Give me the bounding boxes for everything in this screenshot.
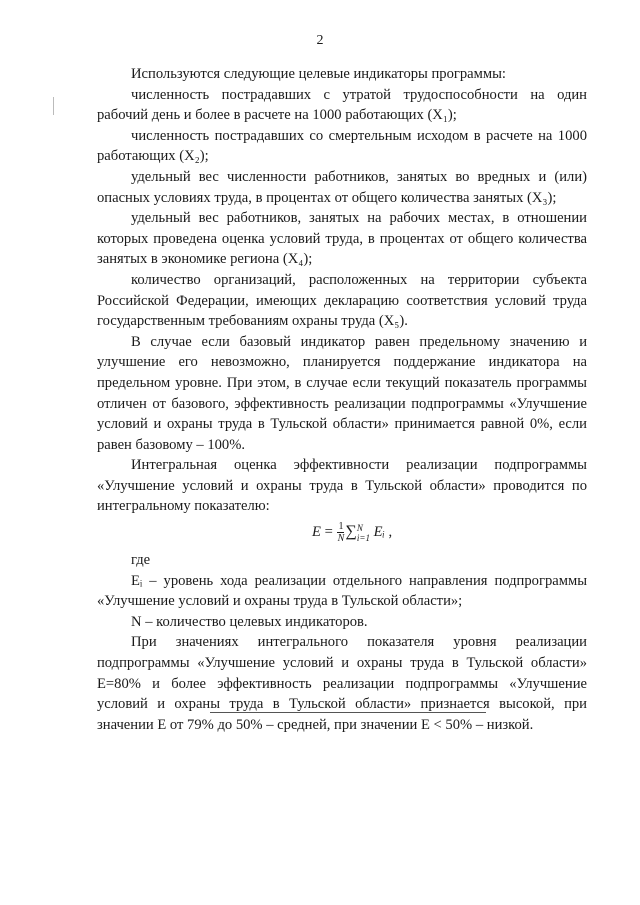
formula-term: Eᵢ (373, 523, 385, 540)
indicator-x5: количество организаций, расположенных на территории субъекта Российской Федерации, имеющих декларацию соответствия условий труда государственным требованиям охраны труда (X₅). (97, 271, 587, 330)
where-label: где (131, 552, 151, 569)
indicator-x3: удельный вес численности работников, занятых во вредных и (или) опасных условиях труда, в процентах от общего количества занятых (X₃); (97, 168, 587, 206)
integral-intro-paragraph: Интегральная оценка эффективности реализации подпрограммы «Улучшение условий и охраны труда в Тульской области» проводится по интегральному показателю: (97, 457, 587, 515)
definition-n: N – количество целевых индикаторов. (131, 613, 368, 630)
formula-lhs: E (312, 523, 321, 540)
formula-frac-numerator: 1 (338, 521, 344, 533)
integral-formula (97, 521, 587, 544)
formula-tail: , (388, 523, 393, 540)
base-indicator-paragraph: В случае если базовый индикатор равен предельному значению и улучшение его невозможно, планируется поддержание индикатора на предельном уровне. При этом, в случае если текущий показатель программы отличен от базового, эффективность реализации подпрограммы «Улучшение условий и охраны труда в Тульской области» принимается равной 0%, если равен базовому – 100%. (97, 333, 587, 453)
page-number: 2 (316, 33, 324, 48)
margin-mark (53, 97, 54, 115)
formula-sum-limits (357, 523, 370, 543)
indicator-x2: численность пострадавших со смертельным исходом в расчете на 1000 работающих (X₂); (97, 127, 587, 165)
formula-sum-lower: i=1 (356, 532, 370, 543)
document-body (97, 64, 587, 735)
formula-sum-upper: N (356, 522, 363, 533)
formula-sum-sign: ∑ (345, 522, 357, 540)
end-separator-line (210, 712, 486, 713)
indicator-x1: численность пострадавших с утратой трудоспособности на один рабочий день и более в расчете на 1000 работающих (X₁); (97, 86, 587, 124)
definition-ei: Eᵢ – уровень хода реализации отдельного направления подпрограммы «Улучшение условий и охраны труда в Тульской области»; (97, 572, 587, 610)
intro-paragraph: Используются следующие целевые индикаторы программы: (131, 66, 506, 82)
formula-frac-denominator: N (337, 533, 345, 545)
conclusion-paragraph: При значениях интегрального показателя уровня реализации подпрограммы «Улучшение условий и охраны труда в Тульской области» E=80% и более эффективность реализации подпрограммы «Улучшение условий и охраны труда в Тульской области» признается высокой, при значении E от 79% до 50% – средней, при значении E < 50% – низкой. (97, 634, 587, 733)
formula-fraction (337, 521, 344, 544)
indicator-x4: удельный вес работников, занятых на рабочих местах, в отношении которых проведена оценка условий труда, в процентах от общего количества занятых в экономике региона (X₄); (97, 210, 587, 268)
formula-equals: = (324, 523, 333, 540)
